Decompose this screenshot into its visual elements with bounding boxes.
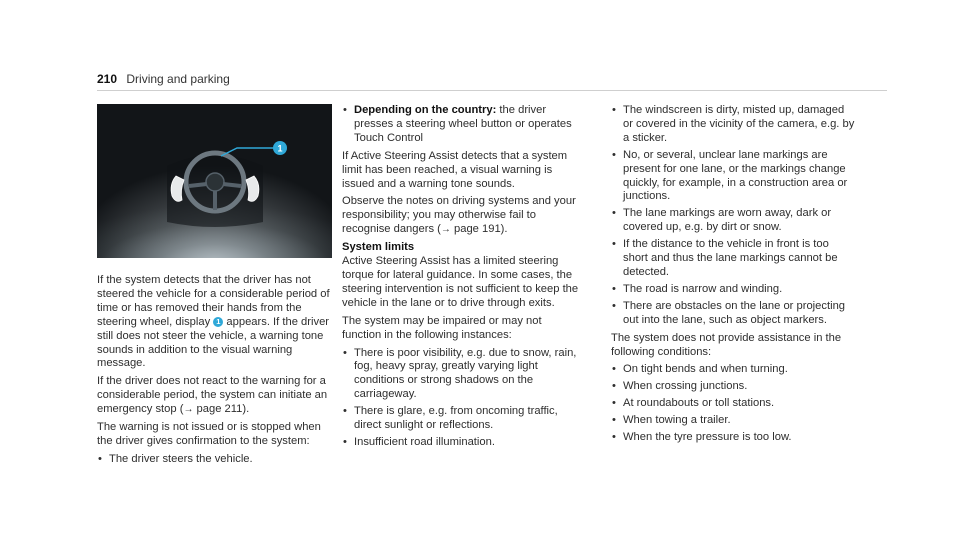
- callout-number: 1: [277, 143, 283, 154]
- list-item-text: The lane markings are worn away, dark or covered up, e.g. by dirt or snow.: [623, 207, 832, 234]
- column-left: [97, 274, 330, 471]
- page-header: [97, 72, 230, 86]
- paragraph: [97, 274, 330, 371]
- bullet-list: [342, 104, 582, 146]
- list-item: [611, 431, 856, 445]
- paragraph: The system does not provide assistance in the following conditions:: [611, 331, 842, 358]
- bullet-icon: •: [343, 346, 347, 359]
- header-rule: [97, 90, 887, 91]
- page-reference-link[interactable]: page 211).: [196, 403, 250, 416]
- section-title: Driving and parking: [126, 72, 230, 86]
- text: appears. If the driver still does not steer the vehicle, a warning tone sounds in addition to the visual warning message.: [97, 315, 330, 370]
- bullet-icon: •: [612, 414, 616, 427]
- steering-wheel-illustration: [97, 104, 332, 258]
- list-item: [611, 414, 856, 428]
- paragraph: The warning is not issued or is stopped when the driver gives confirmation to the system:: [97, 421, 321, 447]
- text: Active Steering Assist has a limited steering torque for lateral guidance. In some cases, the steering intervention is not sufficient to keep the vehicle in the lane or to drive through exits.: [342, 255, 579, 309]
- section-subheading: System limits: [342, 241, 415, 254]
- list-item-text: When crossing junctions.: [623, 380, 748, 393]
- list-item: [611, 238, 856, 280]
- paragraph: [342, 195, 582, 237]
- text: Observe the notes on driving systems and your responsibility; you may otherwise fail to recognise dangers (: [342, 195, 576, 236]
- list-item: [342, 436, 582, 450]
- bullet-icon: •: [612, 397, 616, 410]
- list-item-text: The driver steers the vehicle.: [109, 452, 253, 465]
- list-item: [342, 405, 582, 433]
- list-item: [97, 453, 330, 467]
- paragraph: The system may be impaired or may not function in the following instances:: [342, 314, 542, 341]
- bullet-list: [97, 453, 330, 467]
- bullet-icon: •: [612, 282, 616, 295]
- list-item-text: When towing a trailer.: [623, 414, 731, 427]
- steering-wheel-graphic: [97, 104, 332, 258]
- list-item-lead: Depending on the country:: [354, 104, 497, 116]
- list-item: [611, 149, 856, 205]
- list-item-text: the driver presses a steering wheel button or operates Touch Control: [354, 104, 572, 144]
- list-item-text: The windscreen is dirty, misted up, damaged or covered in the vicinity of the camera, e.g. by a sticker.: [623, 104, 855, 144]
- bullet-icon: •: [612, 380, 616, 393]
- bullet-icon: •: [612, 299, 616, 312]
- paragraph: If Active Steering Assist detects that a system limit has been reached, a visual warning is issued and a warning tone sounds.: [342, 149, 568, 190]
- list-item-text: The road is narrow and winding.: [623, 282, 783, 295]
- bullet-list: [342, 347, 582, 450]
- bullet-icon: •: [612, 431, 616, 444]
- cross-reference-arrow-icon: →: [440, 224, 451, 236]
- list-item: [611, 207, 856, 235]
- page-reference-link[interactable]: page 191).: [454, 223, 508, 236]
- list-item: [611, 283, 856, 297]
- list-item-text: No, or several, unclear lane markings are present for one lane, or the markings change quickly, for example, in a construction area or junctions.: [623, 148, 848, 203]
- bullet-list: [611, 104, 856, 328]
- callout-icon: 1: [213, 317, 223, 327]
- list-item-text: There is poor visibility, e.g. due to snow, rain, fog, heavy spray, greatly varying light conditions or strong shadows on the carriageway.: [354, 346, 577, 401]
- bullet-list: [611, 363, 856, 445]
- list-item: [611, 104, 856, 146]
- paragraph: [97, 375, 330, 417]
- column-middle: [342, 104, 582, 454]
- list-item: [611, 380, 856, 394]
- list-item-text: When the tyre pressure is too low.: [623, 431, 792, 444]
- list-item-text: If the distance to the vehicle in front is too short and thus the lane markings cannot be detected.: [623, 238, 838, 278]
- list-item-text: On tight bends and when turning.: [623, 363, 788, 376]
- text: If the driver does not react to the warning for a considerable period, the system can initiate an emergency stop (: [97, 375, 328, 416]
- paragraph: [342, 241, 582, 311]
- list-item: [611, 363, 856, 377]
- bullet-icon: •: [343, 435, 347, 448]
- column-right: [611, 104, 856, 449]
- list-item: [611, 397, 856, 411]
- bullet-icon: •: [612, 207, 616, 220]
- list-item-text: At roundabouts or toll stations.: [623, 397, 775, 410]
- bullet-icon: •: [612, 104, 616, 116]
- list-item-text: There are obstacles on the lane or projecting out into the lane, such as object markers.: [623, 299, 846, 326]
- list-item-text: There is glare, e.g. from oncoming traffic, direct sunlight or reflections.: [354, 405, 558, 432]
- bullet-icon: •: [612, 238, 616, 251]
- bullet-icon: •: [343, 104, 347, 116]
- list-item: [611, 300, 856, 328]
- bullet-icon: •: [612, 363, 616, 376]
- list-item-text: Insufficient road illumination.: [354, 435, 495, 448]
- bullet-icon: •: [343, 405, 347, 418]
- bullet-icon: •: [612, 148, 616, 161]
- bullet-icon: •: [98, 452, 102, 465]
- list-item: [342, 347, 582, 403]
- text: If the system detects that the driver has not steered the vehicle for a considerable period of time or has removed their hands from the steering wheel, display: [97, 274, 330, 328]
- cross-reference-arrow-icon: →: [183, 404, 194, 416]
- page-number: 210: [97, 72, 118, 86]
- list-item: [342, 104, 582, 146]
